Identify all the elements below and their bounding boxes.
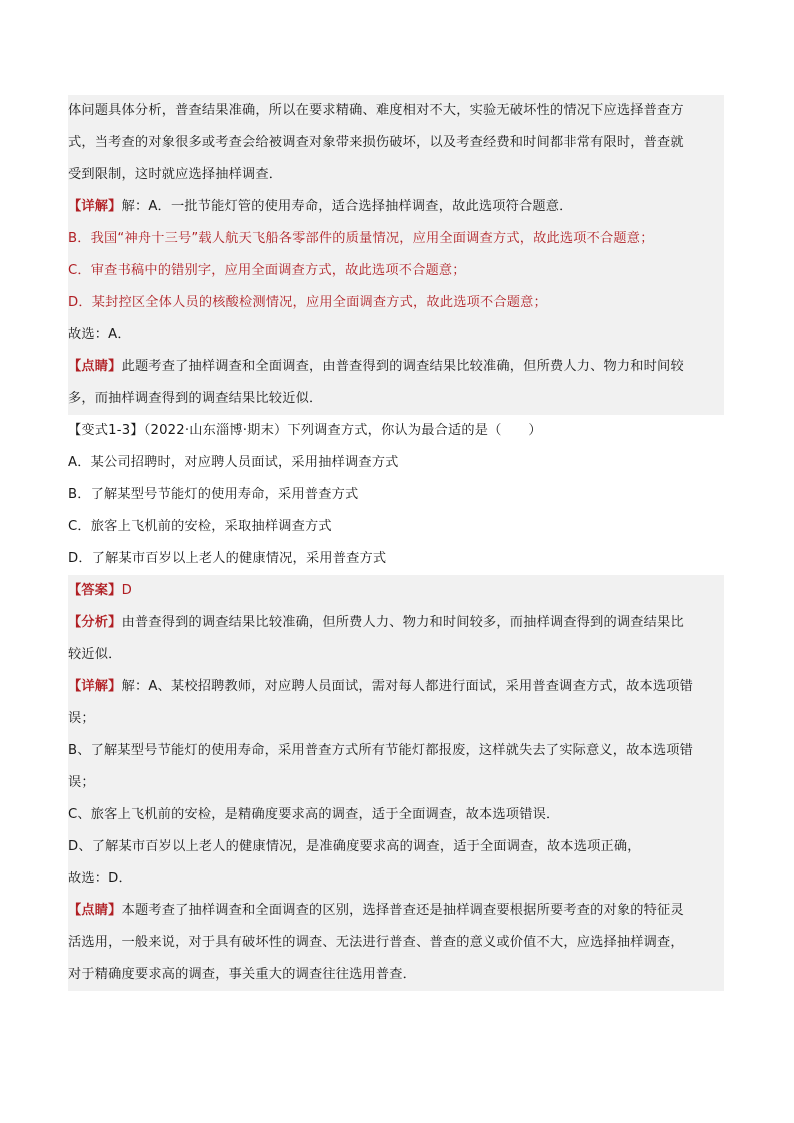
analysis-line xyxy=(68,607,724,639)
comment-tag: 【点睛】 xyxy=(68,359,122,374)
detail-line: D．某封控区全体人员的核酸检测情况，应用全面调查方式，故此选项不合题意； xyxy=(68,295,547,310)
detail-line xyxy=(68,671,724,703)
option-a: A．某公司招聘时，对应聘人员面试，采用抽样调查方式 xyxy=(68,455,399,470)
question-source: （2022·山东淄博·期末） xyxy=(143,423,288,438)
analysis-line: 式，当考查的对象很多或考查会给被调查对象带来损伤破坏，以及考查经费和时间都非常有限时，普查就 xyxy=(68,135,684,150)
detail-line: 误； xyxy=(68,775,95,790)
detail-text: 解：A、某校招聘教师，对应聘人员面试，需对每人都进行面试，采用普查调查方式，故本选项错 xyxy=(121,679,694,694)
answer-tag: 【答案】 xyxy=(68,583,122,598)
detail-line: 误； xyxy=(68,711,95,726)
solution-block-2 xyxy=(68,575,724,991)
question-stem-line xyxy=(68,415,724,447)
detail-tag: 【详解】 xyxy=(68,199,122,214)
comment-line xyxy=(68,351,724,383)
answer-value: D xyxy=(121,583,132,598)
analysis-tag: 【分析】 xyxy=(68,615,122,630)
comment-line: 多，而抽样调查得到的调查结果比较近似． xyxy=(68,391,323,406)
question-block xyxy=(68,415,724,575)
option-b: B．了解某型号节能灯的使用寿命，采用普查方式 xyxy=(68,487,359,502)
choice-line: 故选：D． xyxy=(68,871,132,886)
question-tag: 【变式1-3】 xyxy=(68,423,144,438)
comment-tag: 【点睛】 xyxy=(68,903,122,918)
comment-text: 此题考查了抽样调查和全面调查，由普查得到的调查结果比较准确，但所费人力、物力和时间较 xyxy=(121,359,684,374)
detail-text: 解：A．一批节能灯管的使用寿命，适合选择抽样调查，故此选项符合题意． xyxy=(121,199,573,214)
comment-text: 本题考查了抽样调查和全面调查的区别，选择普查还是抽样调查要根据所要考查的对象的特征灵 xyxy=(121,903,684,918)
analysis-text: 由普查得到的调查结果比较准确，但所费人力、物力和时间较多，而抽样调查得到的调查结果比 xyxy=(121,615,684,630)
detail-line: B、了解某型号节能灯的使用寿命，采用普查方式所有节能灯都报废，这样就失去了实际意义，故本选项错 xyxy=(68,743,694,758)
document-page xyxy=(68,95,724,991)
comment-line: 活选用，一般来说，对于具有破坏性的调查、无法进行普查、普查的意义或价值不大，应选择抽样调查， xyxy=(68,935,684,950)
analysis-line: 体问题具体分析，普查结果准确，所以在要求精确、难度相对不大，实验无破坏性的情况下应选择普查方 xyxy=(68,103,684,118)
detail-line: B．我国“神舟十三号”载人航天飞船各零部件的质量情况，应用全面调查方式，故此选项不合题意； xyxy=(68,231,654,246)
analysis-line: 受到限制，这时就应选择抽样调查． xyxy=(68,167,283,182)
comment-line xyxy=(68,895,724,927)
comment-line: 对于精确度要求高的调查，事关重大的调查往往选用普查． xyxy=(68,967,417,982)
question-stem: 下列调查方式，你认为最合适的是（ ） xyxy=(287,423,542,438)
detail-line xyxy=(68,191,724,223)
detail-line: C．审查书稿中的错别字，应用全面调查方式，故此选项不合题意； xyxy=(68,263,466,278)
solution-block-1 xyxy=(68,95,724,415)
option-d: D．了解某市百岁以上老人的健康情况，采用普查方式 xyxy=(68,551,387,566)
option-c: C．旅客上飞机前的安检，采取抽样调查方式 xyxy=(68,519,332,534)
detail-line: C、旅客上飞机前的安检，是精确度要求高的调查，适于全面调查，故本选项错误． xyxy=(68,807,560,822)
analysis-line: 较近似． xyxy=(68,647,122,662)
detail-line: D、了解某市百岁以上老人的健康情况，是准确度要求高的调查，适于全面调查，故本选项正确， xyxy=(68,839,641,854)
detail-tag: 【详解】 xyxy=(68,679,122,694)
choice-line: 故选：A． xyxy=(68,327,131,342)
answer-line xyxy=(68,575,724,607)
